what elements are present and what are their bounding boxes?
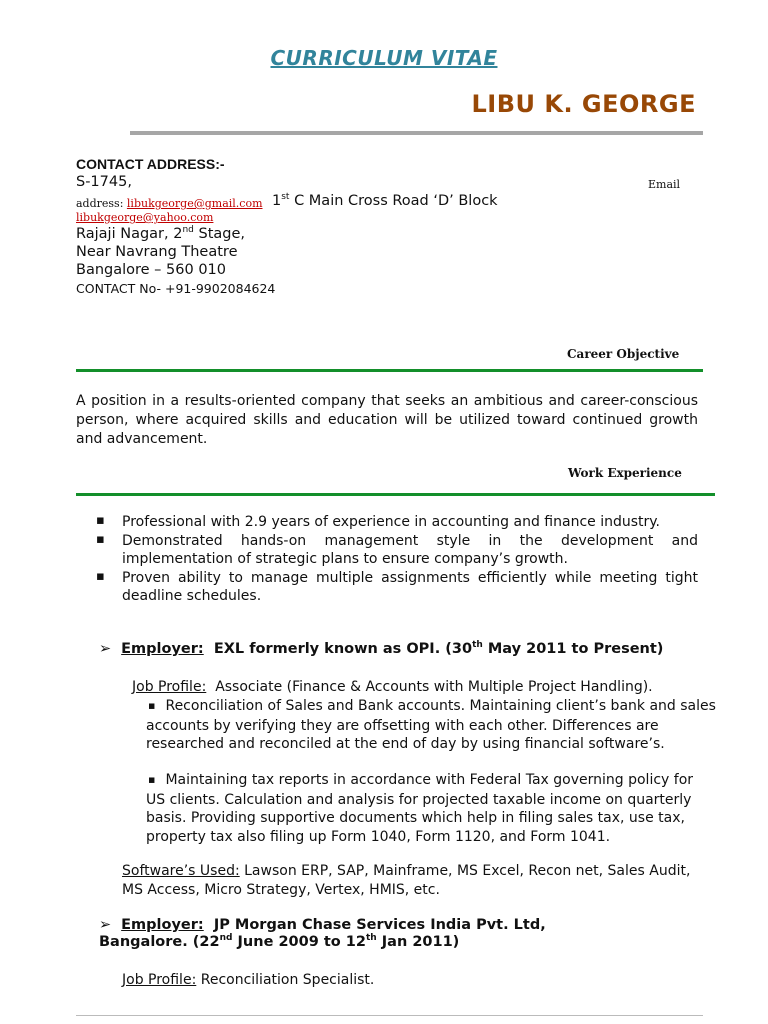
employer-2-profile	[122, 971, 374, 990]
job-profile-label: Job Profile:	[122, 972, 197, 988]
employer-1-software	[122, 862, 712, 899]
employer-1-name: EXL formerly known as OPI. (30	[213, 641, 473, 657]
job-profile-value: Reconciliation Specialist.	[200, 972, 375, 988]
address-line-1: S-1745,	[76, 174, 132, 190]
list-item: ▪ Proven ability to manage multiple assignments efficiently while meeting tight deadline schedules.	[96, 569, 698, 606]
street-number: 1	[272, 193, 282, 209]
arrow-bullet-icon: ➢	[99, 917, 112, 933]
street-ordinal: st	[281, 192, 290, 203]
area-ordinal: nd	[182, 225, 194, 236]
street-name: C Main Cross Road ‘D’ Block	[294, 193, 498, 209]
software-label: Software’s Used:	[122, 863, 240, 879]
employer-2-heading	[99, 917, 546, 933]
job-profile-label: Job Profile:	[132, 679, 207, 695]
duty-text: Maintaining tax reports in accordance with Federal Tax governing policy for US clients. Calculation and analysis for projected taxable income on quarterly basis. Providing supportive documents which help in filing sales tax, use tax, property tax also filing up Form 1040, Form 1120, and Form 1041.	[146, 772, 694, 845]
duty-text: Reconciliation of Sales and Bank accounts. Maintaining client’s bank and sales accounts by verifying they are offsetting with each other. Differences are researched and reconciled at the end of day by using financial software’s.	[146, 698, 716, 752]
square-bullet-icon: ▪	[148, 773, 156, 786]
address-prefix: address:	[76, 197, 124, 210]
employer-2-name: JP Morgan Chase Services India Pvt. Ltd,	[213, 917, 546, 933]
date-end: Jan 2011)	[381, 934, 460, 950]
phone-line: CONTACT No- +91-9902084624	[76, 281, 276, 296]
document-title: CURRICULUM VITAE	[270, 46, 498, 70]
landmark-line: Near Navrang Theatre	[76, 244, 238, 260]
arrow-bullet-icon: ➢	[99, 641, 112, 657]
employer-1-profile	[132, 678, 653, 697]
contact-heading: CONTACT ADDRESS:-	[76, 156, 225, 172]
date-ordinal: nd	[219, 933, 233, 944]
employer-label: Employer:	[121, 641, 204, 657]
page-bottom-divider	[76, 1015, 703, 1016]
date-ordinal: th	[472, 640, 483, 651]
email-link-gmail[interactable]: libukgeorge@gmail.com	[126, 197, 263, 210]
area-line	[76, 226, 245, 242]
header-divider	[130, 131, 703, 135]
job-profile-value: Associate (Finance & Accounts with Multiple Project Handling).	[215, 679, 653, 695]
work-experience-divider	[76, 493, 715, 496]
area-stage: Stage,	[198, 226, 245, 242]
street-line	[272, 193, 498, 209]
experience-summary-list	[96, 513, 698, 606]
square-bullet-icon: ▪	[148, 699, 156, 712]
area-name: Rajaji Nagar, 2	[76, 226, 183, 242]
employer-1-dates: May 2011 to Present)	[487, 641, 664, 657]
list-item: ▪ Professional with 2.9 years of experience in accounting and finance industry.	[96, 513, 698, 532]
email-line-1	[76, 197, 263, 210]
employer-2-city: Bangalore. (22	[99, 934, 220, 950]
employer-2-dates	[99, 934, 459, 950]
employer-1-duty-1	[146, 697, 716, 754]
list-item: ▪ Demonstrated hands-on management style in the development and implementation of strategic plans to ensure company’s growth.	[96, 532, 698, 569]
date-ordinal: th	[365, 933, 377, 944]
career-objective-heading: Career Objective	[567, 347, 680, 361]
work-experience-heading: Work Experience	[568, 466, 682, 480]
career-objective-text: A position in a results-oriented company that seeks an ambitious and career-conscious person, where acquired skills and education will be utilized toward continued growth and advancement.	[76, 393, 698, 447]
email-line-2	[76, 211, 213, 224]
email-label: Email	[648, 178, 681, 191]
employer-1-duty-2	[146, 771, 716, 846]
employer-label: Employer:	[121, 917, 204, 933]
candidate-name: LIBU K. GEORGE	[471, 90, 696, 118]
email-link-yahoo[interactable]: libukgeorge@yahoo.com	[76, 211, 214, 224]
career-objective-divider	[76, 369, 703, 372]
city-line: Bangalore – 560 010	[76, 262, 227, 278]
date-start: June 2009 to 12	[237, 934, 366, 950]
software-value: Lawson ERP, SAP, Mainframe, MS Excel, Recon net, Sales Audit, MS Access, Micro Strategy, Vertex, HMIS, etc.	[122, 863, 691, 898]
employer-1-heading	[99, 641, 663, 657]
